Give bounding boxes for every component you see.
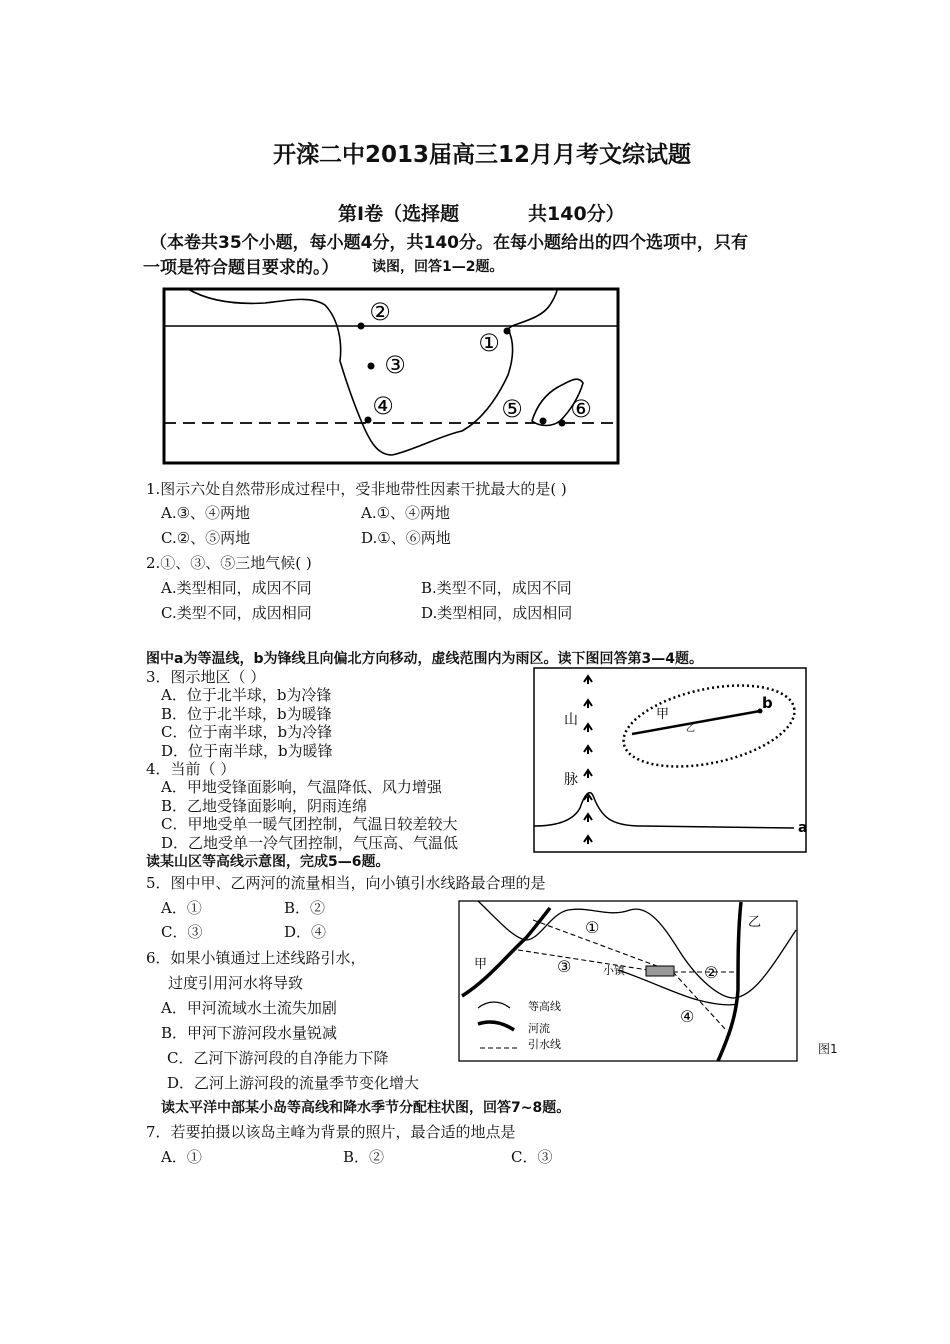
route-label-3: ③ bbox=[557, 957, 572, 976]
front-label-b: b bbox=[762, 694, 773, 712]
q7-option[interactable]: C．③ bbox=[511, 1148, 553, 1166]
q3-option[interactable]: D．位于南半球，b为暖锋 bbox=[161, 742, 333, 760]
q1-option[interactable]: A.①、④两地 bbox=[361, 504, 451, 522]
q6-option[interactable]: A．甲河流域水土流失加剧 bbox=[161, 999, 337, 1017]
q1-option[interactable]: A.③、④两地 bbox=[161, 504, 251, 522]
q7-option[interactable]: B．② bbox=[343, 1148, 385, 1166]
q2-option[interactable]: B.类型不同，成因不同 bbox=[421, 579, 572, 597]
section-heading: 第Ⅰ卷（选择题 bbox=[338, 203, 460, 225]
place-label-jia: 甲 bbox=[656, 707, 670, 722]
site-label-3: ③ bbox=[384, 351, 406, 379]
site-dot-4 bbox=[365, 417, 372, 424]
isotherm-label-a: a bbox=[798, 820, 808, 836]
q7-option[interactable]: A．① bbox=[161, 1148, 202, 1166]
q1-option[interactable]: C.②、⑤两地 bbox=[161, 529, 251, 547]
q3-option[interactable]: C．位于南半球，b为冷锋 bbox=[161, 723, 333, 741]
page-title: 开滦二中2013届高三12月月考文综试题 bbox=[273, 142, 692, 168]
site-dot-2 bbox=[358, 323, 365, 330]
q1-option[interactable]: D.①、⑥两地 bbox=[361, 529, 451, 547]
q5-option[interactable]: B．② bbox=[284, 899, 326, 917]
site-label-5: ⑤ bbox=[501, 395, 523, 423]
q6-option[interactable]: C．乙河下游河段的自净能力下降 bbox=[167, 1049, 389, 1067]
q6-option[interactable]: B．甲河下游河段水量锐减 bbox=[161, 1024, 338, 1042]
q2-option[interactable]: D.类型相同，成因相同 bbox=[421, 604, 573, 622]
site-dot-3 bbox=[368, 363, 375, 370]
site-label-6: ⑥ bbox=[570, 395, 592, 423]
question-1-stem: 1.图示六处自然带形成过程中，受非地带性因素干扰最大的是( ) bbox=[146, 480, 567, 498]
question-6-stem-line2: 过度引用河水将导致 bbox=[168, 974, 304, 992]
route-label-4: ④ bbox=[680, 1007, 695, 1026]
q2-option[interactable]: A.类型相同，成因不同 bbox=[161, 579, 312, 597]
mountain-label-top: 山 bbox=[564, 712, 578, 728]
q4-option[interactable]: A．甲地受锋面影响，气温降低、风力增强 bbox=[161, 778, 442, 796]
place-label-yi: 乙 bbox=[686, 724, 696, 734]
mountain-label-bottom: 脉 bbox=[564, 772, 578, 788]
section-intro-line2: 一项是符合题目要求的。） bbox=[143, 258, 339, 278]
town-label: 小镇 bbox=[603, 964, 625, 977]
question-6-stem: 6．如果小镇通过上述线路引水， bbox=[146, 949, 366, 967]
site-label-2: ② bbox=[369, 298, 391, 326]
route-label-2: ② bbox=[704, 963, 719, 982]
site-label-4: ④ bbox=[372, 392, 394, 420]
q4-option[interactable]: B．乙地受锋面影响，阴雨连绵 bbox=[161, 797, 368, 815]
river-label-yi: 乙 bbox=[748, 915, 762, 930]
q5-option[interactable]: C．③ bbox=[161, 923, 203, 941]
figure-caption: 图1 bbox=[818, 1042, 838, 1056]
intro-q3-4: 图中a为等温线，b为锋线且向偏北方向移动，虚线范围内为雨区。读下图回答第3—4题。 bbox=[146, 651, 703, 667]
site-label-1: ① bbox=[478, 329, 500, 357]
intro-q5-6: 读某山区等高线示意图，完成5—6题。 bbox=[146, 854, 390, 870]
contour-map bbox=[458, 900, 800, 1064]
front-diagram bbox=[532, 666, 812, 856]
question-2-stem: 2.①、③、⑤三地气候( ) bbox=[146, 554, 312, 572]
site-dot-1 bbox=[504, 328, 511, 335]
q4-option[interactable]: C．甲地受单一暖气团控制，气温日较差较大 bbox=[161, 815, 458, 833]
q3-option[interactable]: B．位于北半球，b为暖锋 bbox=[161, 705, 332, 723]
q3-option[interactable]: A．位于北半球，b为冷锋 bbox=[161, 686, 332, 704]
question-5-stem: 5．图中甲、乙两河的流量相当，向小镇引水线路最合理的是 bbox=[146, 874, 546, 892]
site-dot-6 bbox=[559, 420, 566, 427]
question-4-stem: 4．当前（ ） bbox=[146, 760, 236, 778]
africa-map bbox=[160, 283, 624, 467]
q5-option[interactable]: D．④ bbox=[284, 923, 327, 941]
intro-q7-8: 读太平洋中部某小岛等高线和降水季节分配柱状图，回答7~8题。 bbox=[161, 1100, 571, 1116]
town-symbol bbox=[646, 966, 674, 976]
legend-route-label: 引水线 bbox=[528, 1038, 561, 1051]
section-intro-line1: （本卷共35个小题，每小题4分，共140分。在每小题给出的四个选项中，只有 bbox=[150, 233, 748, 253]
section-intro-tail: 读图，回答1—2题。 bbox=[372, 259, 504, 275]
contour-map-frame bbox=[459, 901, 797, 1061]
question-3-stem: 3．图示地区（ ） bbox=[146, 668, 266, 686]
route-label-1: ① bbox=[585, 918, 600, 937]
river-label-jia: 甲 bbox=[474, 957, 488, 972]
q4-option[interactable]: D．乙地受单一冷气团控制，气压高、气温低 bbox=[161, 834, 459, 852]
question-7-stem: 7．若要拍摄以该岛主峰为背景的照片，最合适的地点是 bbox=[146, 1123, 516, 1141]
legend-river-label: 河流 bbox=[528, 1022, 550, 1035]
site-dot-5 bbox=[540, 418, 547, 425]
q2-option[interactable]: C.类型不同，成因相同 bbox=[161, 604, 312, 622]
section-score: 共140分） bbox=[528, 203, 625, 225]
q6-option[interactable]: D．乙河上游河段的流量季节变化增大 bbox=[167, 1074, 420, 1092]
q5-option[interactable]: A．① bbox=[161, 899, 202, 917]
legend-contour-label: 等高线 bbox=[528, 1000, 561, 1013]
